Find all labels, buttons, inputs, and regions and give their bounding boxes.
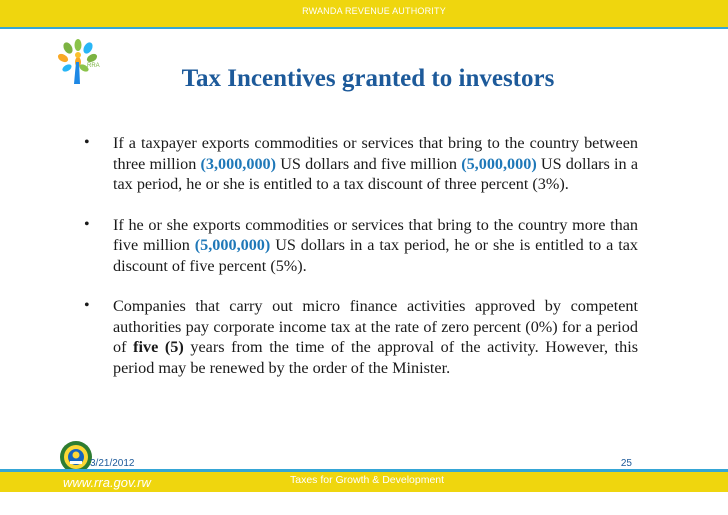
header-accent-line (0, 27, 728, 29)
bullet-3-text-a: Companies that carry out micro finance activities approved by competent authorities pay corporate income tax at the rate of zero percent (0%) for a period of (113, 297, 638, 356)
bullet-dot-icon: • (84, 215, 90, 233)
bullet-2-text-b: US dollars in a tax period, he or she is entitled to a tax discount of five percent (5%). (113, 236, 638, 275)
bullet-item-2 (84, 215, 638, 277)
slide-date: 3/21/2012 (90, 458, 135, 469)
page-number: 25 (620, 458, 632, 469)
bullet-1-amount-2: (5,000,000) (461, 154, 537, 173)
organization-name-text: RWANDA REVENUE AUTHORITY (302, 6, 446, 16)
bullet-item-1 (84, 133, 638, 195)
bullet-1-text-c: US dollars in a tax period, he or she is entitled to a tax discount of three percent (3%). (113, 154, 638, 193)
website-link[interactable]: www.rra.gov.rw (63, 475, 151, 490)
bullet-dot-icon: • (84, 297, 90, 314)
bullet-1-text-a: If a taxpayer exports commodities or services that bring to the country between three million (113, 134, 638, 173)
footer-slogan: Taxes for Growth & Development (290, 474, 445, 486)
bullet-1-amount-1: (3,000,000) (200, 154, 277, 173)
svg-text:RRA: RRA (87, 63, 100, 69)
bullet-item-3 (84, 296, 638, 378)
bullet-3-text-b: years from the time of the approval of the activity. However, this period may be renewed by the order of the Minister. (113, 338, 638, 377)
slide-title (0, 65, 728, 93)
header-bar (0, 0, 728, 27)
slide-title-text: Tax Incentives granted to investors (181, 65, 555, 92)
bullet-2-amount: (5,000,000) (194, 236, 271, 254)
bullet-2-text-a: If he or she exports commodities or services that bring to the country more than five million (113, 215, 638, 254)
bullet-dot-icon: • (84, 134, 90, 151)
bullet-1-text-b: US dollars and five million (276, 154, 462, 173)
bullet-3-period: five (5) (133, 338, 184, 356)
organization-name (0, 6, 728, 16)
bullet-list (84, 133, 638, 398)
